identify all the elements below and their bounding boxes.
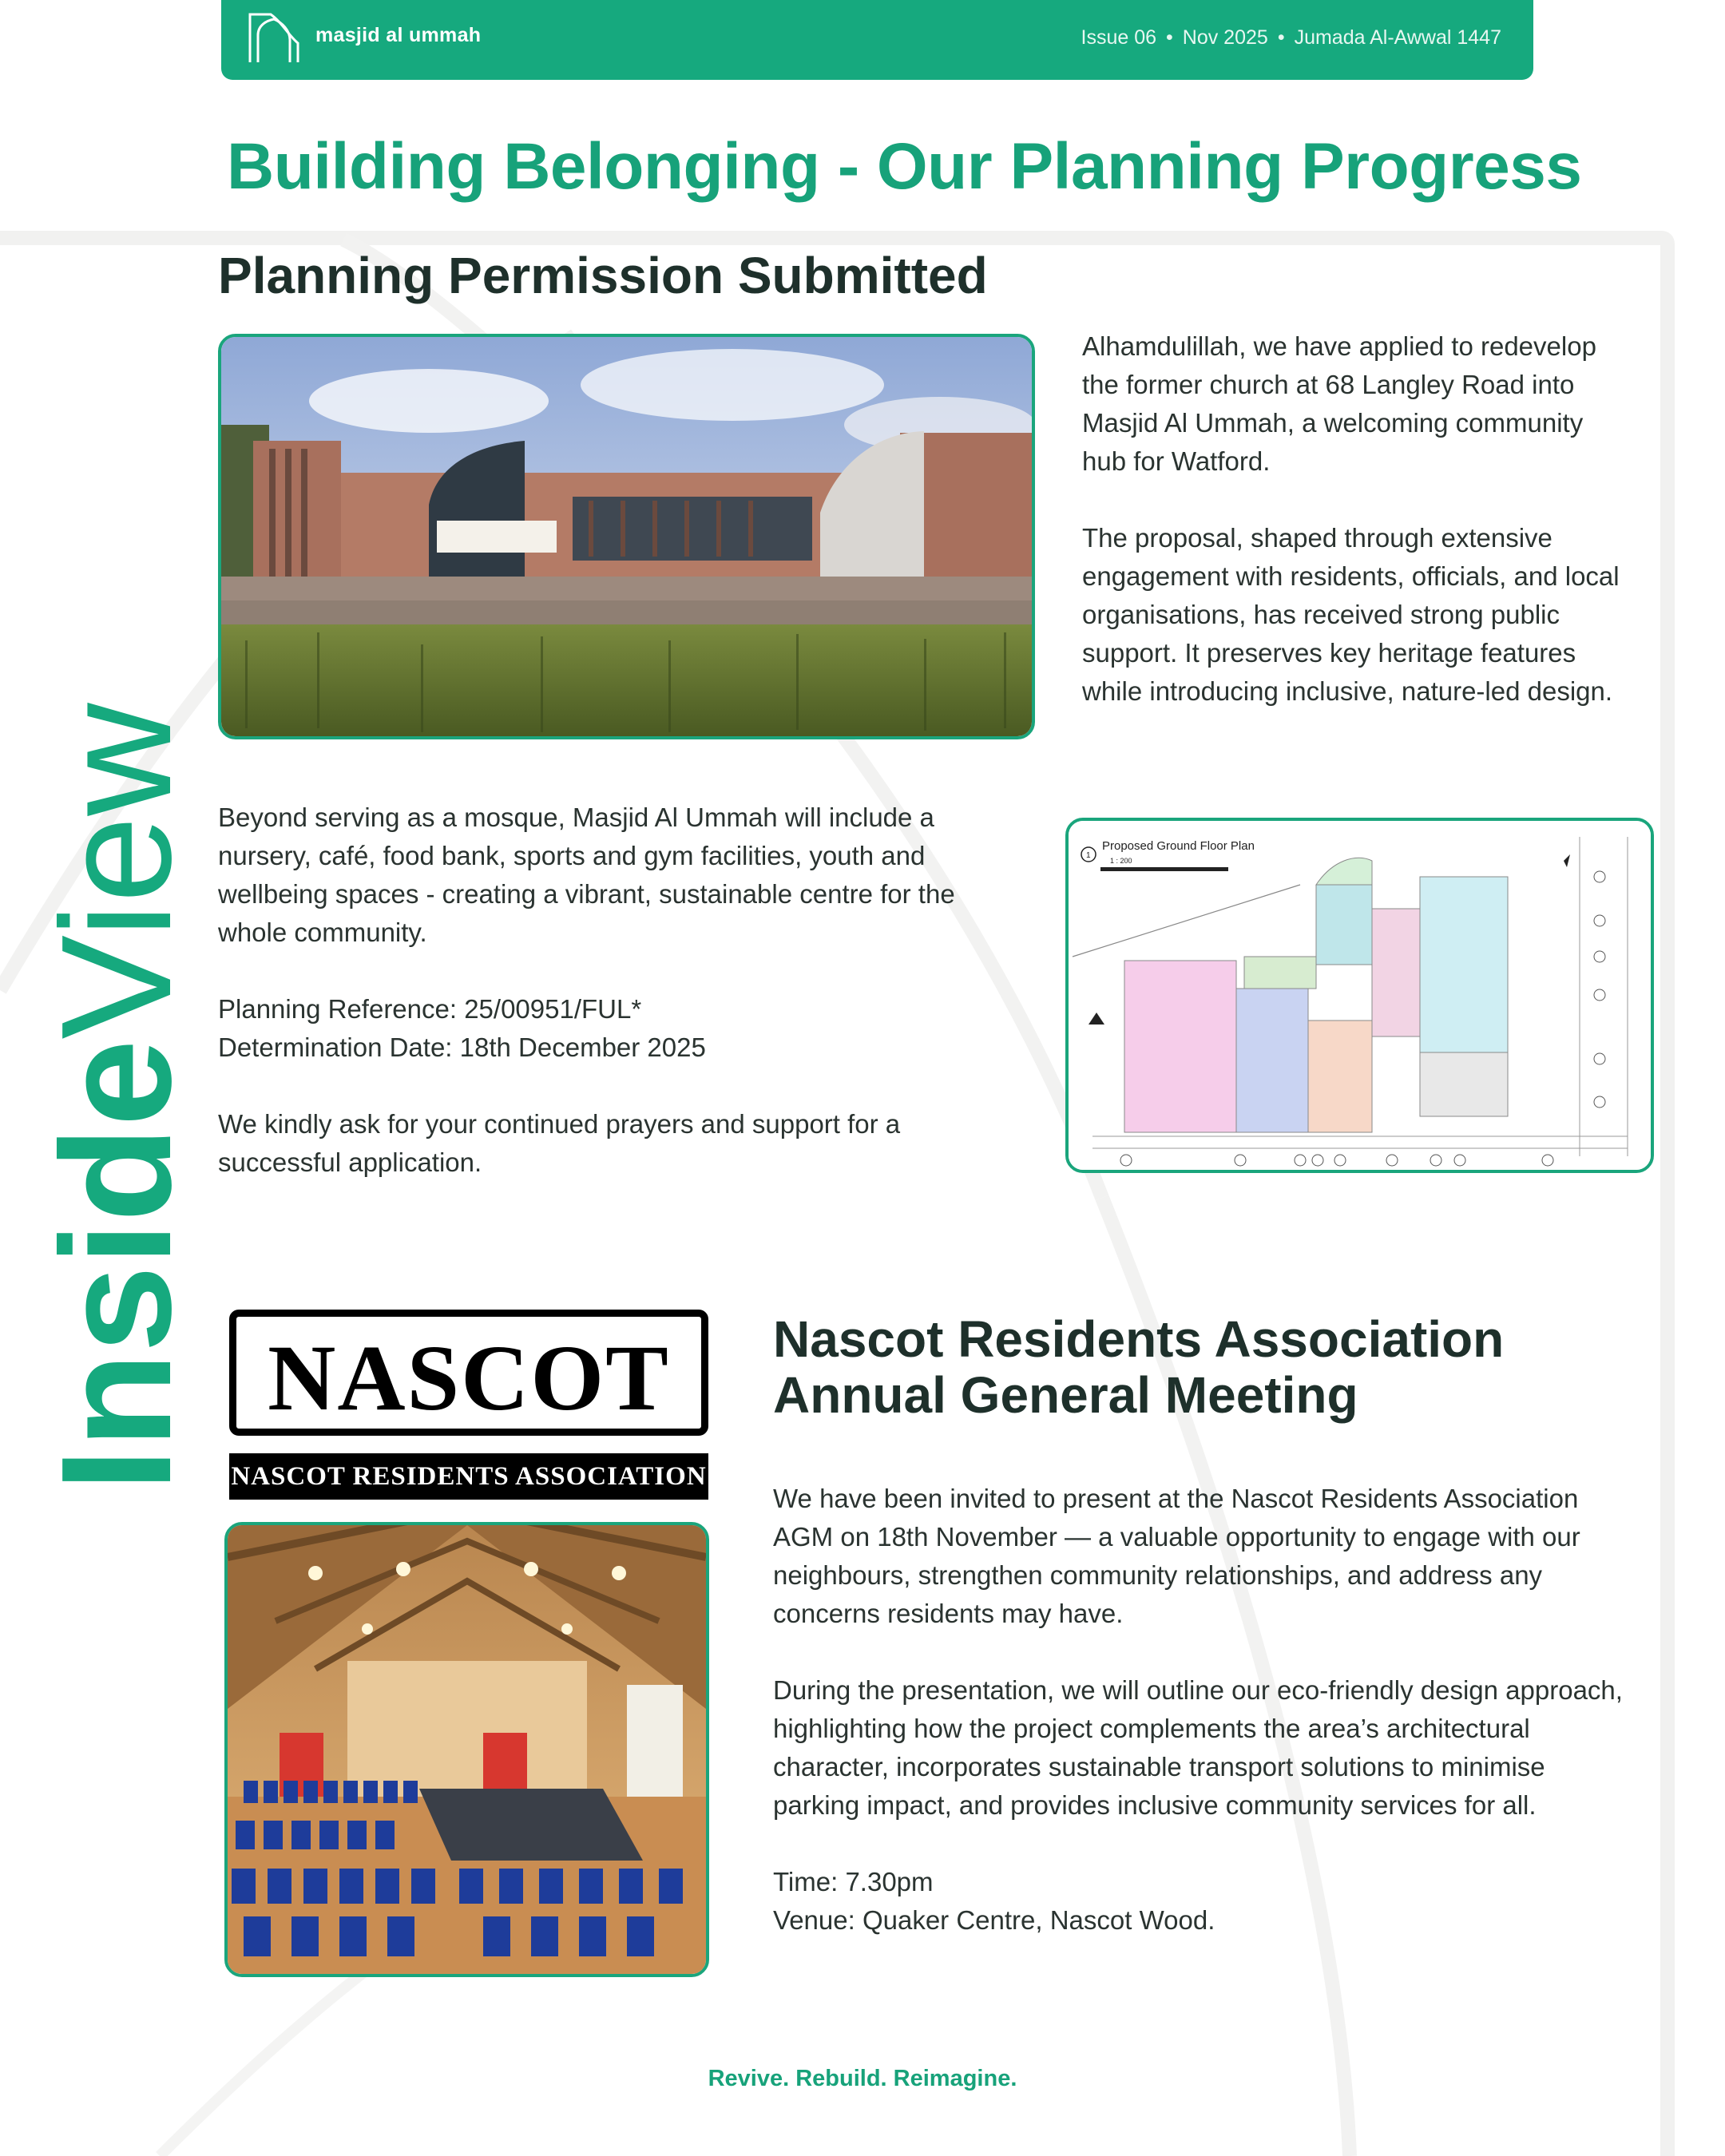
hijri-date: Jumada Al-Awwal 1447: [1294, 26, 1501, 49]
masthead-bar: [221, 0, 1533, 80]
nascot-heading-line1: Nascot Residents Association: [773, 1310, 1505, 1368]
planning-details-p4: We kindly ask for your continued prayers and support for a successful application.: [218, 1109, 901, 1177]
meeting-venue: Venue: Quaker Centre, Nascot Wood.: [773, 1905, 1215, 1935]
floor-plan-image: [1065, 818, 1654, 1173]
mosque-render-image: [218, 334, 1035, 739]
nascot-body: [773, 1480, 1636, 1940]
issue-date: Nov 2025: [1182, 26, 1268, 49]
planning-details-p1: Beyond serving as a mosque, Masjid Al Ummah will include a nursery, café, food bank, sports and gym facilities, youth and wellbeing spaces - creating a vibrant, sustainable centre for the whole community.: [218, 803, 955, 947]
planning-reference: Planning Reference: 25/00951/FUL*: [218, 994, 642, 1024]
determination-date: Determination Date: 18th December 2025: [218, 1032, 706, 1062]
nascot-paragraph-1: We have been invited to present at the Nascot Residents Association AGM on 18th November — a valuable opportunity to engage with our neighbours, strengthen community relationships, and address any concerns residents may have.: [773, 1484, 1580, 1628]
planning-intro-p2: The proposal, shaped through extensive engagement with residents, officials, and local organisations, has received strong public support. It preserves key heritage features while introducing inclusive, nature-led design.: [1082, 523, 1620, 706]
nascot-heading: [773, 1311, 1691, 1424]
svg-text:1: 1: [1086, 851, 1091, 860]
issue-number: Issue 06: [1081, 26, 1157, 49]
nascot-logo-word: NASCOT: [268, 1326, 670, 1430]
mosque-arch-logo-icon: [247, 11, 301, 64]
issue-info: Issue 06 • Nov 2025 • Jumada Al-Awwal 1447: [1081, 26, 1501, 49]
meeting-time: Time: 7.30pm: [773, 1867, 934, 1896]
meeting-hall-image: [224, 1522, 709, 1977]
nascot-logo: [228, 1310, 710, 1501]
nascot-heading-line2: Annual General Meeting: [773, 1366, 1358, 1425]
planning-details: [218, 799, 1017, 1182]
inside-view-title: [29, 703, 204, 1492]
planning-heading: Planning Permission Submitted: [218, 247, 988, 304]
side-title-light: View: [29, 703, 204, 1040]
planning-intro-p1: Alhamdulillah, we have applied to redevelop the former church at 68 Langley Road into Masjid Al Ummah, a welcoming community hub for Watford.: [1082, 331, 1596, 476]
footer-tagline: Revive. Rebuild. Reimagine.: [708, 2066, 1017, 2091]
page-title: Building Belonging - Our Planning Progress: [227, 130, 1582, 203]
side-title-bold: Inside: [29, 1039, 204, 1492]
nascot-logo-box: [229, 1310, 708, 1436]
brand-name: masjid al ummah: [315, 24, 482, 46]
nascot-paragraph-2: During the presentation, we will outline our eco-friendly design approach, highlighting how the project complements the area’s architectural character, incorporates sustainable transport solutions to minimise parking impact, and provides inclusive community services for all.: [773, 1675, 1623, 1820]
planning-intro: [1082, 327, 1625, 711]
floor-plan-scale: 1 : 200: [1110, 857, 1132, 865]
nascot-logo-band: NASCOT RESIDENTS ASSOCIATION: [229, 1453, 708, 1500]
floor-plan-title: Proposed Ground Floor Plan: [1102, 839, 1255, 853]
